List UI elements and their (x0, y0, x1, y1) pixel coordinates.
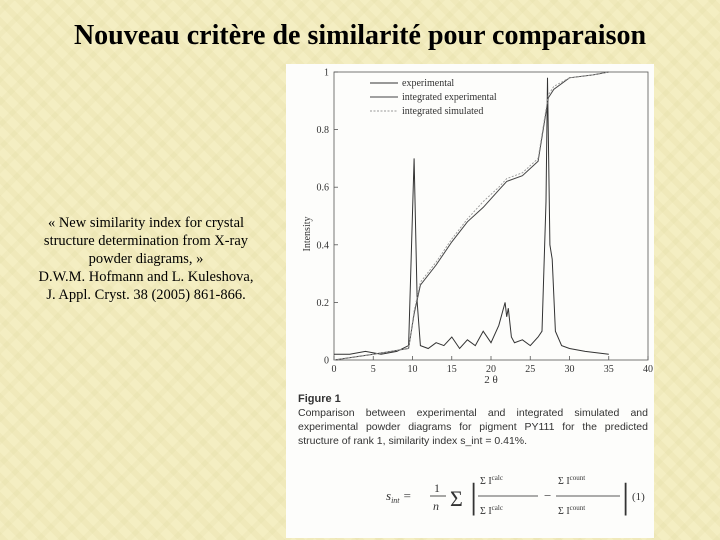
formula-num-calc: Σ $I^{calc}$ (480, 474, 503, 487)
legend-entry: integrated simulated (402, 106, 484, 117)
y-tick-label: 0.6 (316, 182, 329, 194)
x-tick-label: 35 (603, 364, 614, 375)
similarity-formula (286, 454, 654, 538)
y-axis-label: Intensity (302, 216, 313, 252)
caption-heading: Figure 1 (298, 393, 341, 405)
reference-line: « New similarity index for crystal (47, 215, 245, 231)
reference-line: powder diagrams, » (88, 251, 204, 267)
x-tick-label: 15 (446, 364, 457, 375)
plot-frame (334, 72, 648, 360)
x-tick-label: 10 (407, 364, 418, 375)
figure-panel (286, 64, 654, 538)
legend-entry: integrated experimental (402, 92, 497, 103)
legend-entry: experimental (402, 78, 455, 89)
formula-lhs: $s_{int}$ = (386, 488, 412, 505)
x-tick-label: 25 (525, 364, 536, 375)
y-tick-label: 0 (324, 355, 329, 367)
formula-abs-right: | (622, 476, 630, 516)
reference-line: structure determination from X-ray (43, 233, 249, 249)
slide-title: Nouveau critère de similarité pour comparaison (73, 20, 647, 51)
x-tick-label: 20 (486, 364, 496, 375)
reference-citation (18, 214, 274, 304)
powder-diagram-chart (286, 64, 654, 389)
x-axis-label: 2 θ (484, 374, 498, 386)
caption-text: Comparison between experimental and integrated simulated and experimental powder diagrams for pigment PY111 for the predicted structure of rank 1, similarity index s_int = 0.41%. (298, 407, 648, 447)
x-tick-label: 30 (564, 364, 575, 375)
y-tick-label: 0.4 (316, 240, 329, 252)
x-tick-label: 40 (643, 364, 653, 375)
y-tick-label: 1 (324, 67, 329, 79)
equation-number: (1) (632, 491, 645, 503)
formula-minus: − (544, 488, 552, 503)
chart-axes (317, 68, 654, 376)
formula-den-calc: Σ $I^{calc}$ (480, 504, 503, 517)
formula-outer-sum: Σ (450, 486, 463, 511)
formula-frac-one-n: 1 (434, 481, 440, 495)
formula-den-count: Σ $I^{count}$ (558, 504, 586, 517)
x-tick-label: 5 (370, 364, 376, 375)
x-tick-label: 0 (331, 364, 337, 375)
formula-frac-n: n (433, 499, 439, 513)
figure-caption (298, 392, 648, 448)
series-line-experimental (334, 78, 609, 354)
y-tick-label: 0.8 (316, 125, 329, 137)
reference-line: D.W.M. Hofmann and L. Kuleshova, (38, 269, 254, 285)
chart-legend (370, 78, 497, 117)
y-tick-label: 0.2 (316, 297, 329, 309)
formula-num-count: Σ $I^{count}$ (558, 474, 586, 487)
reference-line: J. Appl. Cryst. 38 (2005) 861-866. (46, 287, 246, 303)
formula-abs-left: | (470, 476, 478, 516)
